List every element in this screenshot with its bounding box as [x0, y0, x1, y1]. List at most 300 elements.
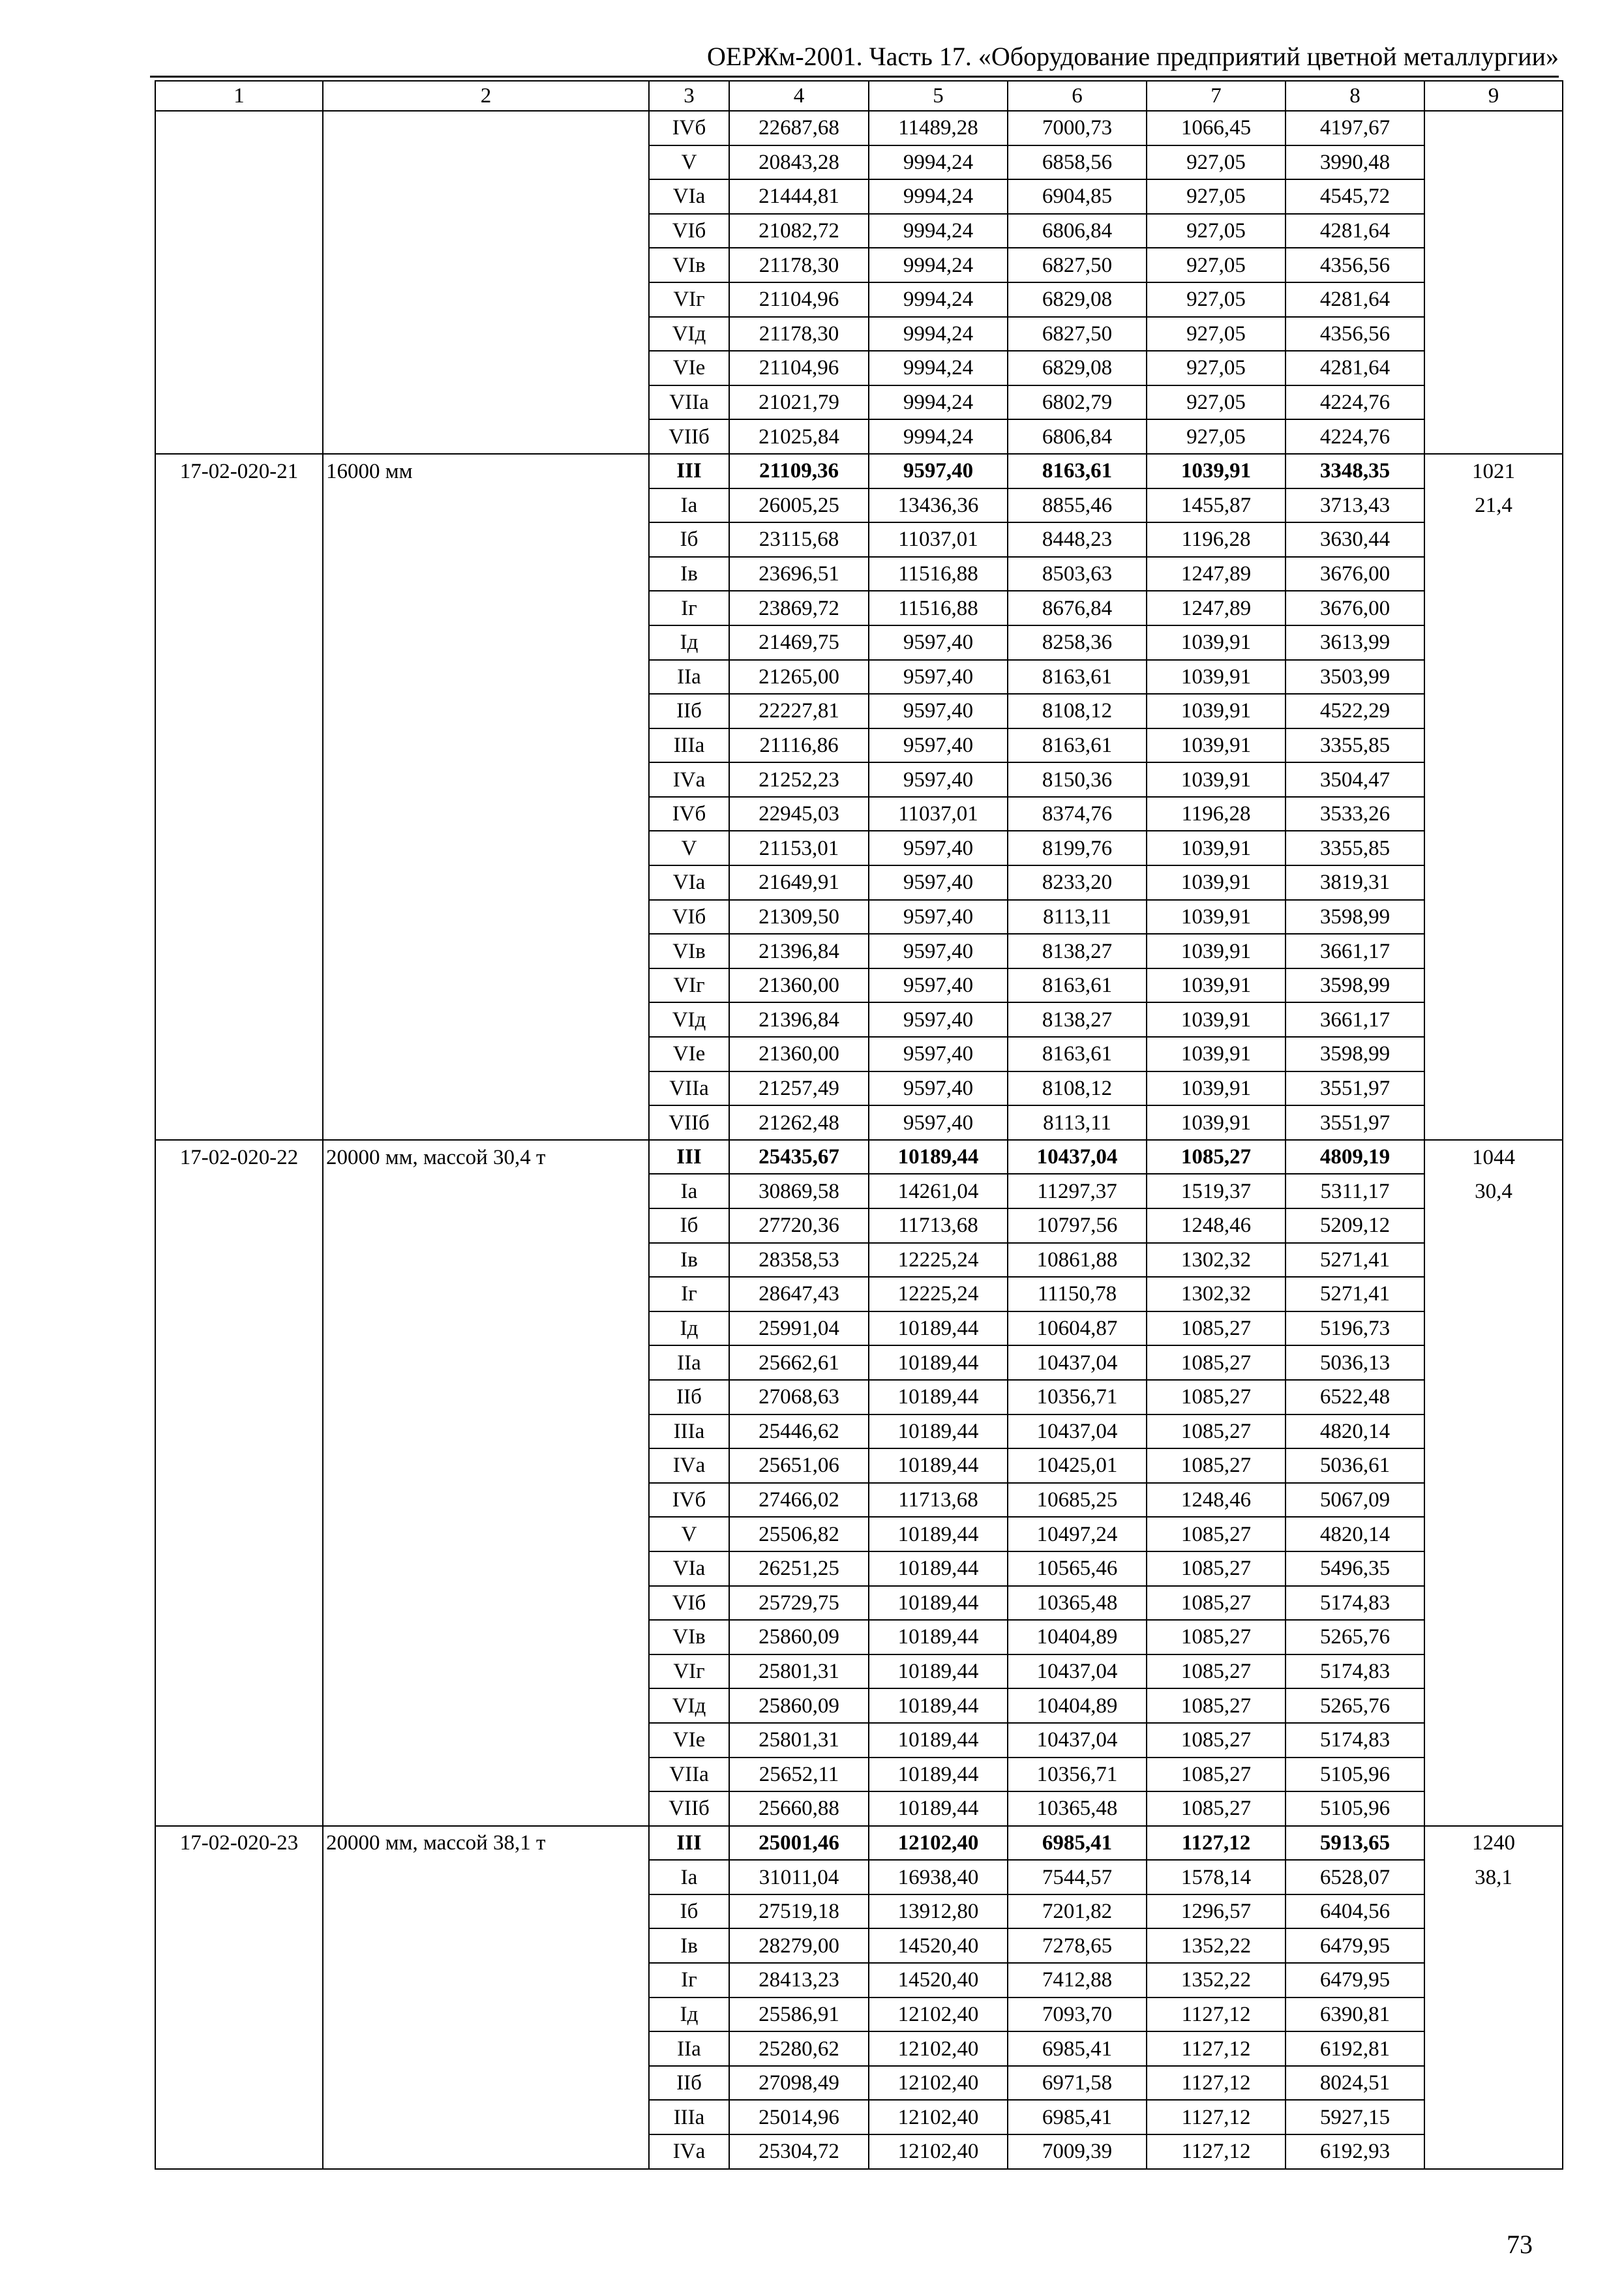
value-cell: 5209,12 — [1286, 1208, 1424, 1243]
name-cell — [323, 1517, 649, 1551]
extra-cell — [1424, 1963, 1563, 1997]
table-row — [155, 1002, 1563, 1037]
value-cell: 4281,64 — [1286, 351, 1424, 385]
value-cell: 8448,23 — [1008, 522, 1147, 557]
table-row — [155, 762, 1563, 797]
code-cell — [155, 1894, 323, 1929]
name-cell — [323, 2134, 649, 2169]
value-cell: 1085,27 — [1147, 1758, 1286, 1792]
zone-cell: VIв — [649, 934, 729, 968]
value-cell: 1039,91 — [1147, 625, 1286, 660]
column-number-row — [155, 81, 1563, 111]
name-cell — [323, 1791, 649, 1826]
value-cell: 10437,04 — [1008, 1723, 1147, 1758]
extra-cell — [1424, 1311, 1563, 1346]
table-row — [155, 1688, 1563, 1723]
value-cell: 21178,30 — [729, 317, 869, 352]
extra-cell — [1424, 625, 1563, 660]
table-row — [155, 145, 1563, 180]
table-row — [155, 1963, 1563, 1997]
value-cell: 28413,23 — [729, 1963, 869, 1997]
value-cell: 9597,40 — [869, 865, 1008, 900]
zone-cell: VIIб — [649, 419, 729, 454]
zone-cell: VIг — [649, 1654, 729, 1689]
code-cell — [155, 2066, 323, 2101]
zone-cell: Iв — [649, 1243, 729, 1278]
value-cell: 6522,48 — [1286, 1380, 1424, 1414]
name-cell — [323, 111, 649, 145]
value-cell: 10356,71 — [1008, 1758, 1147, 1792]
table-row — [155, 831, 1563, 865]
table-row — [155, 488, 1563, 523]
value-cell: 10189,44 — [869, 1140, 1008, 1174]
code-cell — [155, 831, 323, 865]
value-cell: 8503,63 — [1008, 557, 1147, 591]
value-cell: 28279,00 — [729, 1928, 869, 1963]
value-cell: 1085,27 — [1147, 1517, 1286, 1551]
value-cell: 8258,36 — [1008, 625, 1147, 660]
zone-cell: VIг — [649, 968, 729, 1003]
value-cell: 23696,51 — [729, 557, 869, 591]
extra-cell — [1424, 419, 1563, 454]
value-cell: 1039,91 — [1147, 968, 1286, 1003]
value-cell: 4356,56 — [1286, 248, 1424, 282]
value-cell: 5174,83 — [1286, 1586, 1424, 1621]
code-cell: 17-02-020-21 — [155, 454, 323, 488]
extra-cell — [1424, 1243, 1563, 1278]
value-cell: 927,05 — [1147, 248, 1286, 282]
code-cell — [155, 2031, 323, 2066]
table-row — [155, 1277, 1563, 1311]
value-cell: 5311,17 — [1286, 1174, 1424, 1208]
value-cell: 27519,18 — [729, 1894, 869, 1929]
extra-cell — [1424, 385, 1563, 420]
value-cell: 11516,88 — [869, 591, 1008, 625]
extra-cell — [1424, 2066, 1563, 2101]
value-cell: 3630,44 — [1286, 522, 1424, 557]
name-cell — [323, 419, 649, 454]
value-cell: 6829,08 — [1008, 351, 1147, 385]
value-cell: 5105,96 — [1286, 1758, 1424, 1792]
value-cell: 3676,00 — [1286, 557, 1424, 591]
table-row — [155, 1071, 1563, 1106]
value-cell: 1085,27 — [1147, 1723, 1286, 1758]
value-cell: 4522,29 — [1286, 694, 1424, 728]
value-cell: 8163,61 — [1008, 660, 1147, 695]
code-cell — [155, 1688, 323, 1723]
value-cell: 927,05 — [1147, 282, 1286, 317]
extra-cell — [1424, 282, 1563, 317]
value-cell: 9994,24 — [869, 248, 1008, 282]
extra-cell — [1424, 1483, 1563, 1518]
code-cell — [155, 145, 323, 180]
value-cell: 25280,62 — [729, 2031, 869, 2066]
value-cell: 21396,84 — [729, 934, 869, 968]
value-cell: 5036,61 — [1286, 1448, 1424, 1483]
extra-cell — [1424, 1208, 1563, 1243]
code-cell — [155, 2134, 323, 2169]
value-cell: 8233,20 — [1008, 865, 1147, 900]
extra-cell — [1424, 1654, 1563, 1689]
table-row — [155, 111, 1563, 145]
zone-cell: IIа — [649, 660, 729, 695]
zone-cell: VIIб — [649, 1791, 729, 1826]
extra-cell: 1240 — [1424, 1826, 1563, 1861]
value-cell: 3504,47 — [1286, 762, 1424, 797]
value-cell: 9994,24 — [869, 419, 1008, 454]
value-cell: 3661,17 — [1286, 934, 1424, 968]
extra-cell: 38,1 — [1424, 1860, 1563, 1894]
table-row — [155, 2031, 1563, 2066]
value-cell: 9597,40 — [869, 454, 1008, 488]
code-cell — [155, 1791, 323, 1826]
value-cell: 25662,61 — [729, 1345, 869, 1380]
code-cell — [155, 1483, 323, 1518]
value-cell: 6390,81 — [1286, 1997, 1424, 2032]
name-cell — [323, 1928, 649, 1963]
value-cell: 3348,35 — [1286, 454, 1424, 488]
table-row — [155, 1860, 1563, 1894]
code-cell — [155, 968, 323, 1003]
value-cell: 21082,72 — [729, 214, 869, 248]
value-cell: 7201,82 — [1008, 1894, 1147, 1929]
value-cell: 7093,70 — [1008, 1997, 1147, 2032]
name-cell — [323, 1448, 649, 1483]
value-cell: 12102,40 — [869, 2066, 1008, 2101]
value-cell: 6985,41 — [1008, 2100, 1147, 2134]
value-cell: 22227,81 — [729, 694, 869, 728]
value-cell: 10189,44 — [869, 1311, 1008, 1346]
value-cell: 8108,12 — [1008, 694, 1147, 728]
table-row — [155, 1586, 1563, 1621]
value-cell: 9994,24 — [869, 282, 1008, 317]
value-cell: 927,05 — [1147, 145, 1286, 180]
value-cell: 1296,57 — [1147, 1894, 1286, 1929]
code-cell — [155, 865, 323, 900]
value-cell: 10189,44 — [869, 1380, 1008, 1414]
value-cell: 12102,40 — [869, 1826, 1008, 1861]
value-cell: 13912,80 — [869, 1894, 1008, 1929]
value-cell: 10565,46 — [1008, 1551, 1147, 1586]
code-cell — [155, 1963, 323, 1997]
value-cell: 23115,68 — [729, 522, 869, 557]
name-cell: 16000 мм — [323, 454, 649, 488]
code-cell — [155, 2100, 323, 2134]
value-cell: 26251,25 — [729, 1551, 869, 1586]
code-cell — [155, 317, 323, 352]
value-cell: 11713,68 — [869, 1483, 1008, 1518]
value-cell: 9994,24 — [869, 317, 1008, 352]
value-cell: 21309,50 — [729, 900, 869, 935]
zone-cell: IIIа — [649, 728, 729, 763]
value-cell: 1248,46 — [1147, 1208, 1286, 1243]
value-cell: 5067,09 — [1286, 1483, 1424, 1518]
value-cell: 16938,40 — [869, 1860, 1008, 1894]
value-cell: 1085,27 — [1147, 1688, 1286, 1723]
value-cell: 927,05 — [1147, 214, 1286, 248]
zone-cell: VIд — [649, 1688, 729, 1723]
value-cell: 1352,22 — [1147, 1928, 1286, 1963]
value-cell: 1085,27 — [1147, 1551, 1286, 1586]
extra-cell — [1424, 2134, 1563, 2169]
value-cell: 1039,91 — [1147, 900, 1286, 935]
zone-cell: Iг — [649, 1277, 729, 1311]
value-cell: 1066,45 — [1147, 111, 1286, 145]
value-cell: 12102,40 — [869, 1997, 1008, 2032]
value-cell: 6904,85 — [1008, 179, 1147, 214]
column-number: 1 — [155, 81, 323, 111]
value-cell: 1039,91 — [1147, 865, 1286, 900]
zone-cell: IIIа — [649, 2100, 729, 2134]
table-row — [155, 214, 1563, 248]
value-cell: 8108,12 — [1008, 1071, 1147, 1106]
zone-cell: Iа — [649, 488, 729, 523]
extra-cell — [1424, 831, 1563, 865]
value-cell: 1127,12 — [1147, 1826, 1286, 1861]
value-cell: 927,05 — [1147, 317, 1286, 352]
zone-cell: VIд — [649, 1002, 729, 1037]
value-cell: 10425,01 — [1008, 1448, 1147, 1483]
value-cell: 5196,73 — [1286, 1311, 1424, 1346]
page-header: ОЕРЖм-2001. Часть 17. «Оборудование предприятий цветной металлургии» — [707, 42, 1559, 71]
value-cell: 5496,35 — [1286, 1551, 1424, 1586]
value-cell: 10861,88 — [1008, 1243, 1147, 1278]
table-row — [155, 591, 1563, 625]
value-cell: 25651,06 — [729, 1448, 869, 1483]
extra-cell — [1424, 1551, 1563, 1586]
zone-cell: IIа — [649, 1345, 729, 1380]
value-cell: 21360,00 — [729, 968, 869, 1003]
value-cell: 12225,24 — [869, 1277, 1008, 1311]
code-cell — [155, 111, 323, 145]
table-row — [155, 797, 1563, 831]
value-cell: 11516,88 — [869, 557, 1008, 591]
table-row — [155, 1483, 1563, 1518]
zone-cell: V — [649, 831, 729, 865]
value-cell: 10189,44 — [869, 1791, 1008, 1826]
value-cell: 1039,91 — [1147, 1002, 1286, 1037]
table-row — [155, 1758, 1563, 1792]
table-row — [155, 1037, 1563, 1071]
value-cell: 3598,99 — [1286, 968, 1424, 1003]
code-cell: 17-02-020-23 — [155, 1826, 323, 1861]
table-row — [155, 1654, 1563, 1689]
value-cell: 25860,09 — [729, 1688, 869, 1723]
value-cell: 4545,72 — [1286, 179, 1424, 214]
table-row — [155, 351, 1563, 385]
value-cell: 6985,41 — [1008, 1826, 1147, 1861]
value-cell: 11037,01 — [869, 522, 1008, 557]
value-cell: 21021,79 — [729, 385, 869, 420]
value-cell: 927,05 — [1147, 385, 1286, 420]
value-cell: 8138,27 — [1008, 934, 1147, 968]
value-cell: 12102,40 — [869, 2100, 1008, 2134]
name-cell — [323, 865, 649, 900]
zone-cell: Iб — [649, 1208, 729, 1243]
value-cell: 25991,04 — [729, 1311, 869, 1346]
value-cell: 4820,14 — [1286, 1517, 1424, 1551]
value-cell: 1085,27 — [1147, 1345, 1286, 1380]
code-cell — [155, 248, 323, 282]
extra-cell — [1424, 1037, 1563, 1071]
value-cell: 1085,27 — [1147, 1791, 1286, 1826]
value-cell: 8113,11 — [1008, 1105, 1147, 1140]
extra-cell — [1424, 1517, 1563, 1551]
value-cell: 10189,44 — [869, 1620, 1008, 1654]
value-cell: 3503,99 — [1286, 660, 1424, 695]
value-cell: 9597,40 — [869, 694, 1008, 728]
value-cell: 1085,27 — [1147, 1448, 1286, 1483]
name-cell — [323, 1586, 649, 1621]
table-row — [155, 1551, 1563, 1586]
value-cell: 21178,30 — [729, 248, 869, 282]
value-cell: 8676,84 — [1008, 591, 1147, 625]
value-cell: 8163,61 — [1008, 728, 1147, 763]
zone-cell: IVб — [649, 797, 729, 831]
value-cell: 6192,81 — [1286, 2031, 1424, 2066]
name-cell — [323, 214, 649, 248]
value-cell: 6404,56 — [1286, 1894, 1424, 1929]
value-cell: 14261,04 — [869, 1174, 1008, 1208]
value-cell: 9994,24 — [869, 145, 1008, 180]
value-cell: 9994,24 — [869, 351, 1008, 385]
zone-cell: IIа — [649, 2031, 729, 2066]
code-cell — [155, 1345, 323, 1380]
table-row — [155, 1894, 1563, 1929]
name-cell — [323, 317, 649, 352]
name-cell — [323, 1174, 649, 1208]
name-cell — [323, 1277, 649, 1311]
value-cell: 1039,91 — [1147, 660, 1286, 695]
column-number: 3 — [649, 81, 729, 111]
value-cell: 1127,12 — [1147, 2066, 1286, 2101]
extra-cell — [1424, 2100, 1563, 2134]
value-cell: 1247,89 — [1147, 557, 1286, 591]
code-cell — [155, 625, 323, 660]
code-cell — [155, 179, 323, 214]
code-cell — [155, 900, 323, 935]
value-cell: 5036,13 — [1286, 1345, 1424, 1380]
code-cell — [155, 1997, 323, 2032]
name-cell — [323, 1654, 649, 1689]
value-cell: 7412,88 — [1008, 1963, 1147, 1997]
name-cell — [323, 797, 649, 831]
value-cell: 21104,96 — [729, 282, 869, 317]
table-row — [155, 660, 1563, 695]
value-cell: 9597,40 — [869, 1037, 1008, 1071]
zone-cell: VIа — [649, 179, 729, 214]
extra-cell — [1424, 694, 1563, 728]
value-cell: 25652,11 — [729, 1758, 869, 1792]
name-cell — [323, 248, 649, 282]
value-cell: 7009,39 — [1008, 2134, 1147, 2169]
value-cell: 6827,50 — [1008, 248, 1147, 282]
table-row — [155, 522, 1563, 557]
value-cell: 10189,44 — [869, 1688, 1008, 1723]
table-row — [155, 625, 1563, 660]
zone-cell: IIб — [649, 2066, 729, 2101]
value-cell: 3676,00 — [1286, 591, 1424, 625]
value-cell: 1455,87 — [1147, 488, 1286, 523]
table-row — [155, 179, 1563, 214]
value-cell: 12225,24 — [869, 1243, 1008, 1278]
code-cell — [155, 1928, 323, 1963]
value-cell: 21444,81 — [729, 179, 869, 214]
name-cell — [323, 1071, 649, 1106]
code-cell — [155, 385, 323, 420]
value-cell: 10189,44 — [869, 1758, 1008, 1792]
code-cell — [155, 1517, 323, 1551]
extra-cell — [1424, 1586, 1563, 1621]
name-cell — [323, 145, 649, 180]
value-cell: 10437,04 — [1008, 1414, 1147, 1449]
value-cell: 10189,44 — [869, 1345, 1008, 1380]
zone-cell: Iг — [649, 591, 729, 625]
name-cell — [323, 1345, 649, 1380]
name-cell — [323, 2031, 649, 2066]
name-cell — [323, 351, 649, 385]
value-cell: 4356,56 — [1286, 317, 1424, 352]
code-cell — [155, 1860, 323, 1894]
name-cell: 20000 мм, массой 38,1 т — [323, 1826, 649, 1861]
value-cell: 10404,89 — [1008, 1688, 1147, 1723]
table-row — [155, 1723, 1563, 1758]
value-cell: 25801,31 — [729, 1723, 869, 1758]
extra-cell — [1424, 797, 1563, 831]
extra-cell — [1424, 934, 1563, 968]
value-cell: 9994,24 — [869, 179, 1008, 214]
value-cell: 1248,46 — [1147, 1483, 1286, 1518]
value-cell: 5271,41 — [1286, 1243, 1424, 1278]
name-cell — [323, 762, 649, 797]
value-cell: 10189,44 — [869, 1551, 1008, 1586]
extra-cell — [1424, 214, 1563, 248]
value-cell: 31011,04 — [729, 1860, 869, 1894]
value-cell: 1039,91 — [1147, 831, 1286, 865]
code-cell — [155, 1380, 323, 1414]
table-row — [155, 2100, 1563, 2134]
code-cell — [155, 1620, 323, 1654]
value-cell: 10356,71 — [1008, 1380, 1147, 1414]
value-cell: 7544,57 — [1008, 1860, 1147, 1894]
table-row — [155, 2066, 1563, 2101]
value-cell: 21153,01 — [729, 831, 869, 865]
value-cell: 8163,61 — [1008, 454, 1147, 488]
zone-cell: VIе — [649, 1037, 729, 1071]
value-cell: 1039,91 — [1147, 1105, 1286, 1140]
value-cell: 9597,40 — [869, 728, 1008, 763]
code-cell — [155, 694, 323, 728]
table-row — [155, 2134, 1563, 2169]
value-cell: 6479,95 — [1286, 1963, 1424, 1997]
value-cell: 1578,14 — [1147, 1860, 1286, 1894]
extra-cell — [1424, 1723, 1563, 1758]
table-row — [155, 1997, 1563, 2032]
value-cell: 10189,44 — [869, 1586, 1008, 1621]
value-cell: 10189,44 — [869, 1517, 1008, 1551]
zone-cell: Iв — [649, 1928, 729, 1963]
value-cell: 1085,27 — [1147, 1414, 1286, 1449]
zone-cell: VIв — [649, 248, 729, 282]
code-cell — [155, 1243, 323, 1278]
value-cell: 1196,28 — [1147, 522, 1286, 557]
value-cell: 25506,82 — [729, 1517, 869, 1551]
zone-cell: VIе — [649, 1723, 729, 1758]
table-row — [155, 1208, 1563, 1243]
value-cell: 1039,91 — [1147, 454, 1286, 488]
extra-cell — [1424, 145, 1563, 180]
value-cell: 5927,15 — [1286, 2100, 1424, 2134]
